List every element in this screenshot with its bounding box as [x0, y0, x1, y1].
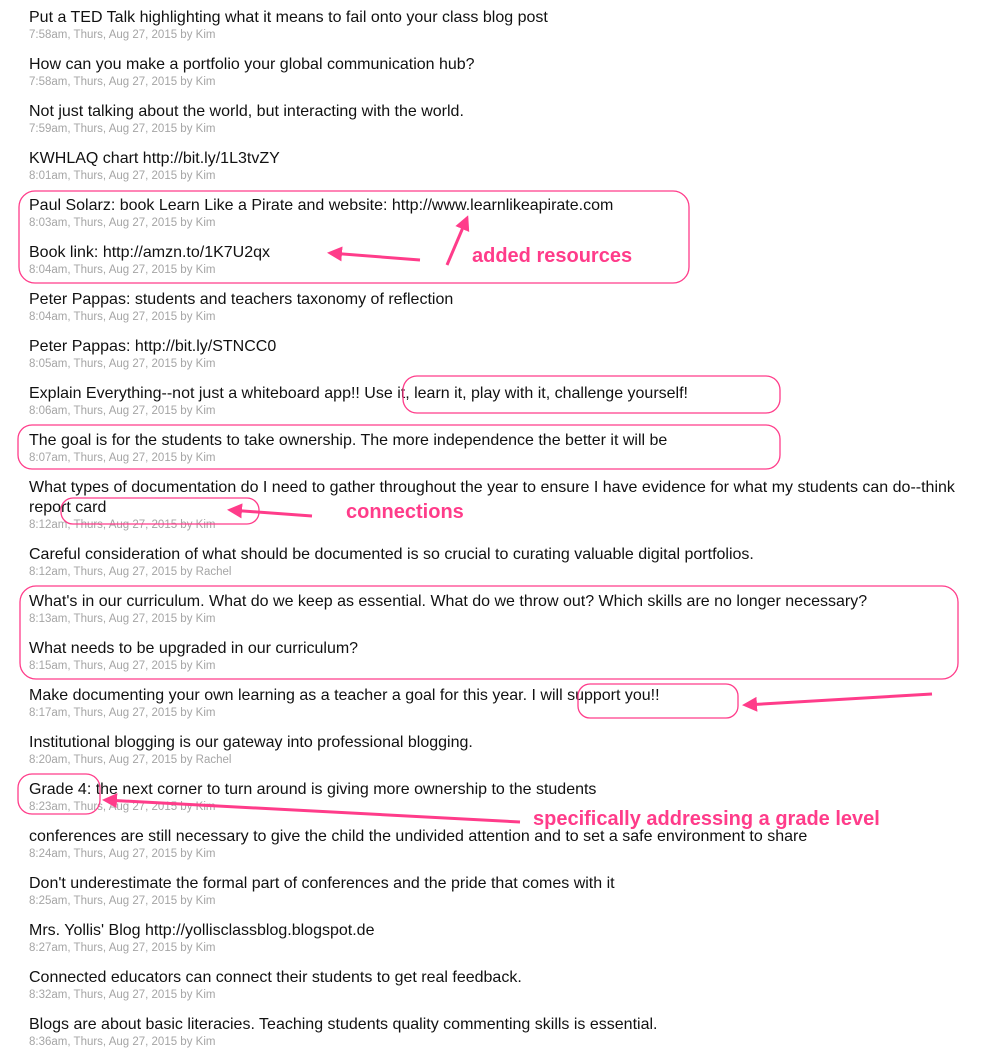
message-timestamp: 7:58am, Thurs, Aug 27, 2015 by Kim: [29, 76, 216, 88]
message-text: Book link: http://amzn.to/1K7U2qx: [29, 244, 271, 261]
message-timestamp: 8:23am, Thurs, Aug 27, 2015 by Kim: [29, 801, 216, 813]
list-item: [29, 337, 989, 371]
message-timestamp: 8:20am, Thurs, Aug 27, 2015 by Rachel: [29, 754, 232, 766]
list-item: [29, 921, 989, 955]
annotation-added-resources: added resources: [472, 245, 633, 267]
list-item: [29, 384, 989, 418]
message-timestamp: 7:59am, Thurs, Aug 27, 2015 by Kim: [29, 123, 216, 135]
message-text: Grade 4: the next corner to turn around is giving more ownership to the students: [29, 781, 597, 798]
message-timestamp: 8:32am, Thurs, Aug 27, 2015 by Kim: [29, 989, 216, 1001]
message-text: KWHLAQ chart http://bit.ly/1L3tvZY: [29, 150, 280, 167]
message-text: Not just talking about the world, but interacting with the world.: [29, 103, 464, 120]
message-timestamp: 8:27am, Thurs, Aug 27, 2015 by Kim: [29, 942, 216, 954]
list-item: [29, 290, 989, 324]
message-timestamp: 8:04am, Thurs, Aug 27, 2015 by Kim: [29, 311, 216, 323]
list-item: [29, 55, 989, 89]
message-text: Paul Solarz: book Learn Like a Pirate and website: http://www.learnlikeapirate.com: [29, 197, 614, 214]
message-text: Connected educators can connect their students to get real feedback.: [29, 969, 522, 986]
message-text: conferences are still necessary to give the child the undivided attention and to set a safe environment to share: [29, 828, 808, 845]
message-text: The goal is for the students to take ownership. The more independence the better it will be: [29, 432, 668, 449]
list-item: [29, 968, 989, 1002]
list-item: [29, 874, 989, 908]
list-item: [29, 8, 989, 42]
message-timestamp: 8:01am, Thurs, Aug 27, 2015 by Kim: [29, 170, 216, 182]
list-item: [29, 1015, 989, 1049]
list-item: [29, 478, 989, 532]
message-text: How can you make a portfolio your global communication hub?: [29, 56, 475, 73]
message-timestamp: 8:13am, Thurs, Aug 27, 2015 by Kim: [29, 613, 216, 625]
message-text: Institutional blogging is our gateway into professional blogging.: [29, 734, 473, 751]
message-timestamp: 8:07am, Thurs, Aug 27, 2015 by Kim: [29, 452, 216, 464]
message-text: Blogs are about basic literacies. Teaching students quality commenting skills is essential.: [29, 1016, 658, 1033]
message-text: What's in our curriculum. What do we keep as essential. What do we throw out? Which skills are no longer necessary?: [29, 593, 868, 610]
message-timestamp: 7:58am, Thurs, Aug 27, 2015 by Kim: [29, 29, 216, 41]
message-text: Peter Pappas: http://bit.ly/STNCC0: [29, 338, 277, 355]
message-text: What types of documentation do I need to gather throughout the year to ensure I have evidence for what my students can do--think report card: [29, 479, 955, 516]
list-item: [29, 686, 989, 720]
annotation-connections: connections: [346, 501, 464, 523]
message-timestamp: 8:15am, Thurs, Aug 27, 2015 by Kim: [29, 660, 216, 672]
list-item: [29, 639, 989, 673]
message-timestamp: 8:05am, Thurs, Aug 27, 2015 by Kim: [29, 358, 216, 370]
list-item: [29, 196, 989, 230]
annotation-grade-level: specifically addressing a grade level: [533, 808, 880, 830]
message-text: Mrs. Yollis' Blog http://yollisclassblog.blogspot.de: [29, 922, 375, 939]
message-text: Explain Everything--not just a whiteboard app!! Use it, learn it, play with it, challenge yourself!: [29, 385, 688, 402]
list-item: [29, 545, 989, 579]
message-timestamp: 8:17am, Thurs, Aug 27, 2015 by Kim: [29, 707, 216, 719]
list-item: [29, 592, 989, 626]
message-timestamp: 8:36am, Thurs, Aug 27, 2015 by Kim: [29, 1036, 216, 1048]
message-text: Careful consideration of what should be documented is so crucial to curating valuable digital portfolios.: [29, 546, 754, 563]
list-item: [29, 827, 989, 861]
message-text: What needs to be upgraded in our curriculum?: [29, 640, 359, 657]
message-timestamp: 8:03am, Thurs, Aug 27, 2015 by Kim: [29, 217, 216, 229]
message-text: Put a TED Talk highlighting what it means to fail onto your class blog post: [29, 9, 548, 26]
message-text: Make documenting your own learning as a teacher a goal for this year. I will support you!!: [29, 687, 660, 704]
message-timestamp: 8:24am, Thurs, Aug 27, 2015 by Kim: [29, 848, 216, 860]
message-timestamp: 8:12am, Thurs, Aug 27, 2015 by Rachel: [29, 566, 232, 578]
message-text: Peter Pappas: students and teachers taxonomy of reflection: [29, 291, 454, 308]
message-text: Don't underestimate the formal part of conferences and the pride that comes with it: [29, 875, 615, 892]
list-item: [29, 431, 989, 465]
message-timestamp: 8:12am, Thurs, Aug 27, 2015 by Kim: [29, 519, 216, 531]
list-item: [29, 149, 989, 183]
list-item: [29, 102, 989, 136]
message-timestamp: 8:06am, Thurs, Aug 27, 2015 by Kim: [29, 405, 216, 417]
list-item: [29, 733, 989, 767]
message-timestamp: 8:25am, Thurs, Aug 27, 2015 by Kim: [29, 895, 216, 907]
message-timestamp: 8:04am, Thurs, Aug 27, 2015 by Kim: [29, 264, 216, 276]
